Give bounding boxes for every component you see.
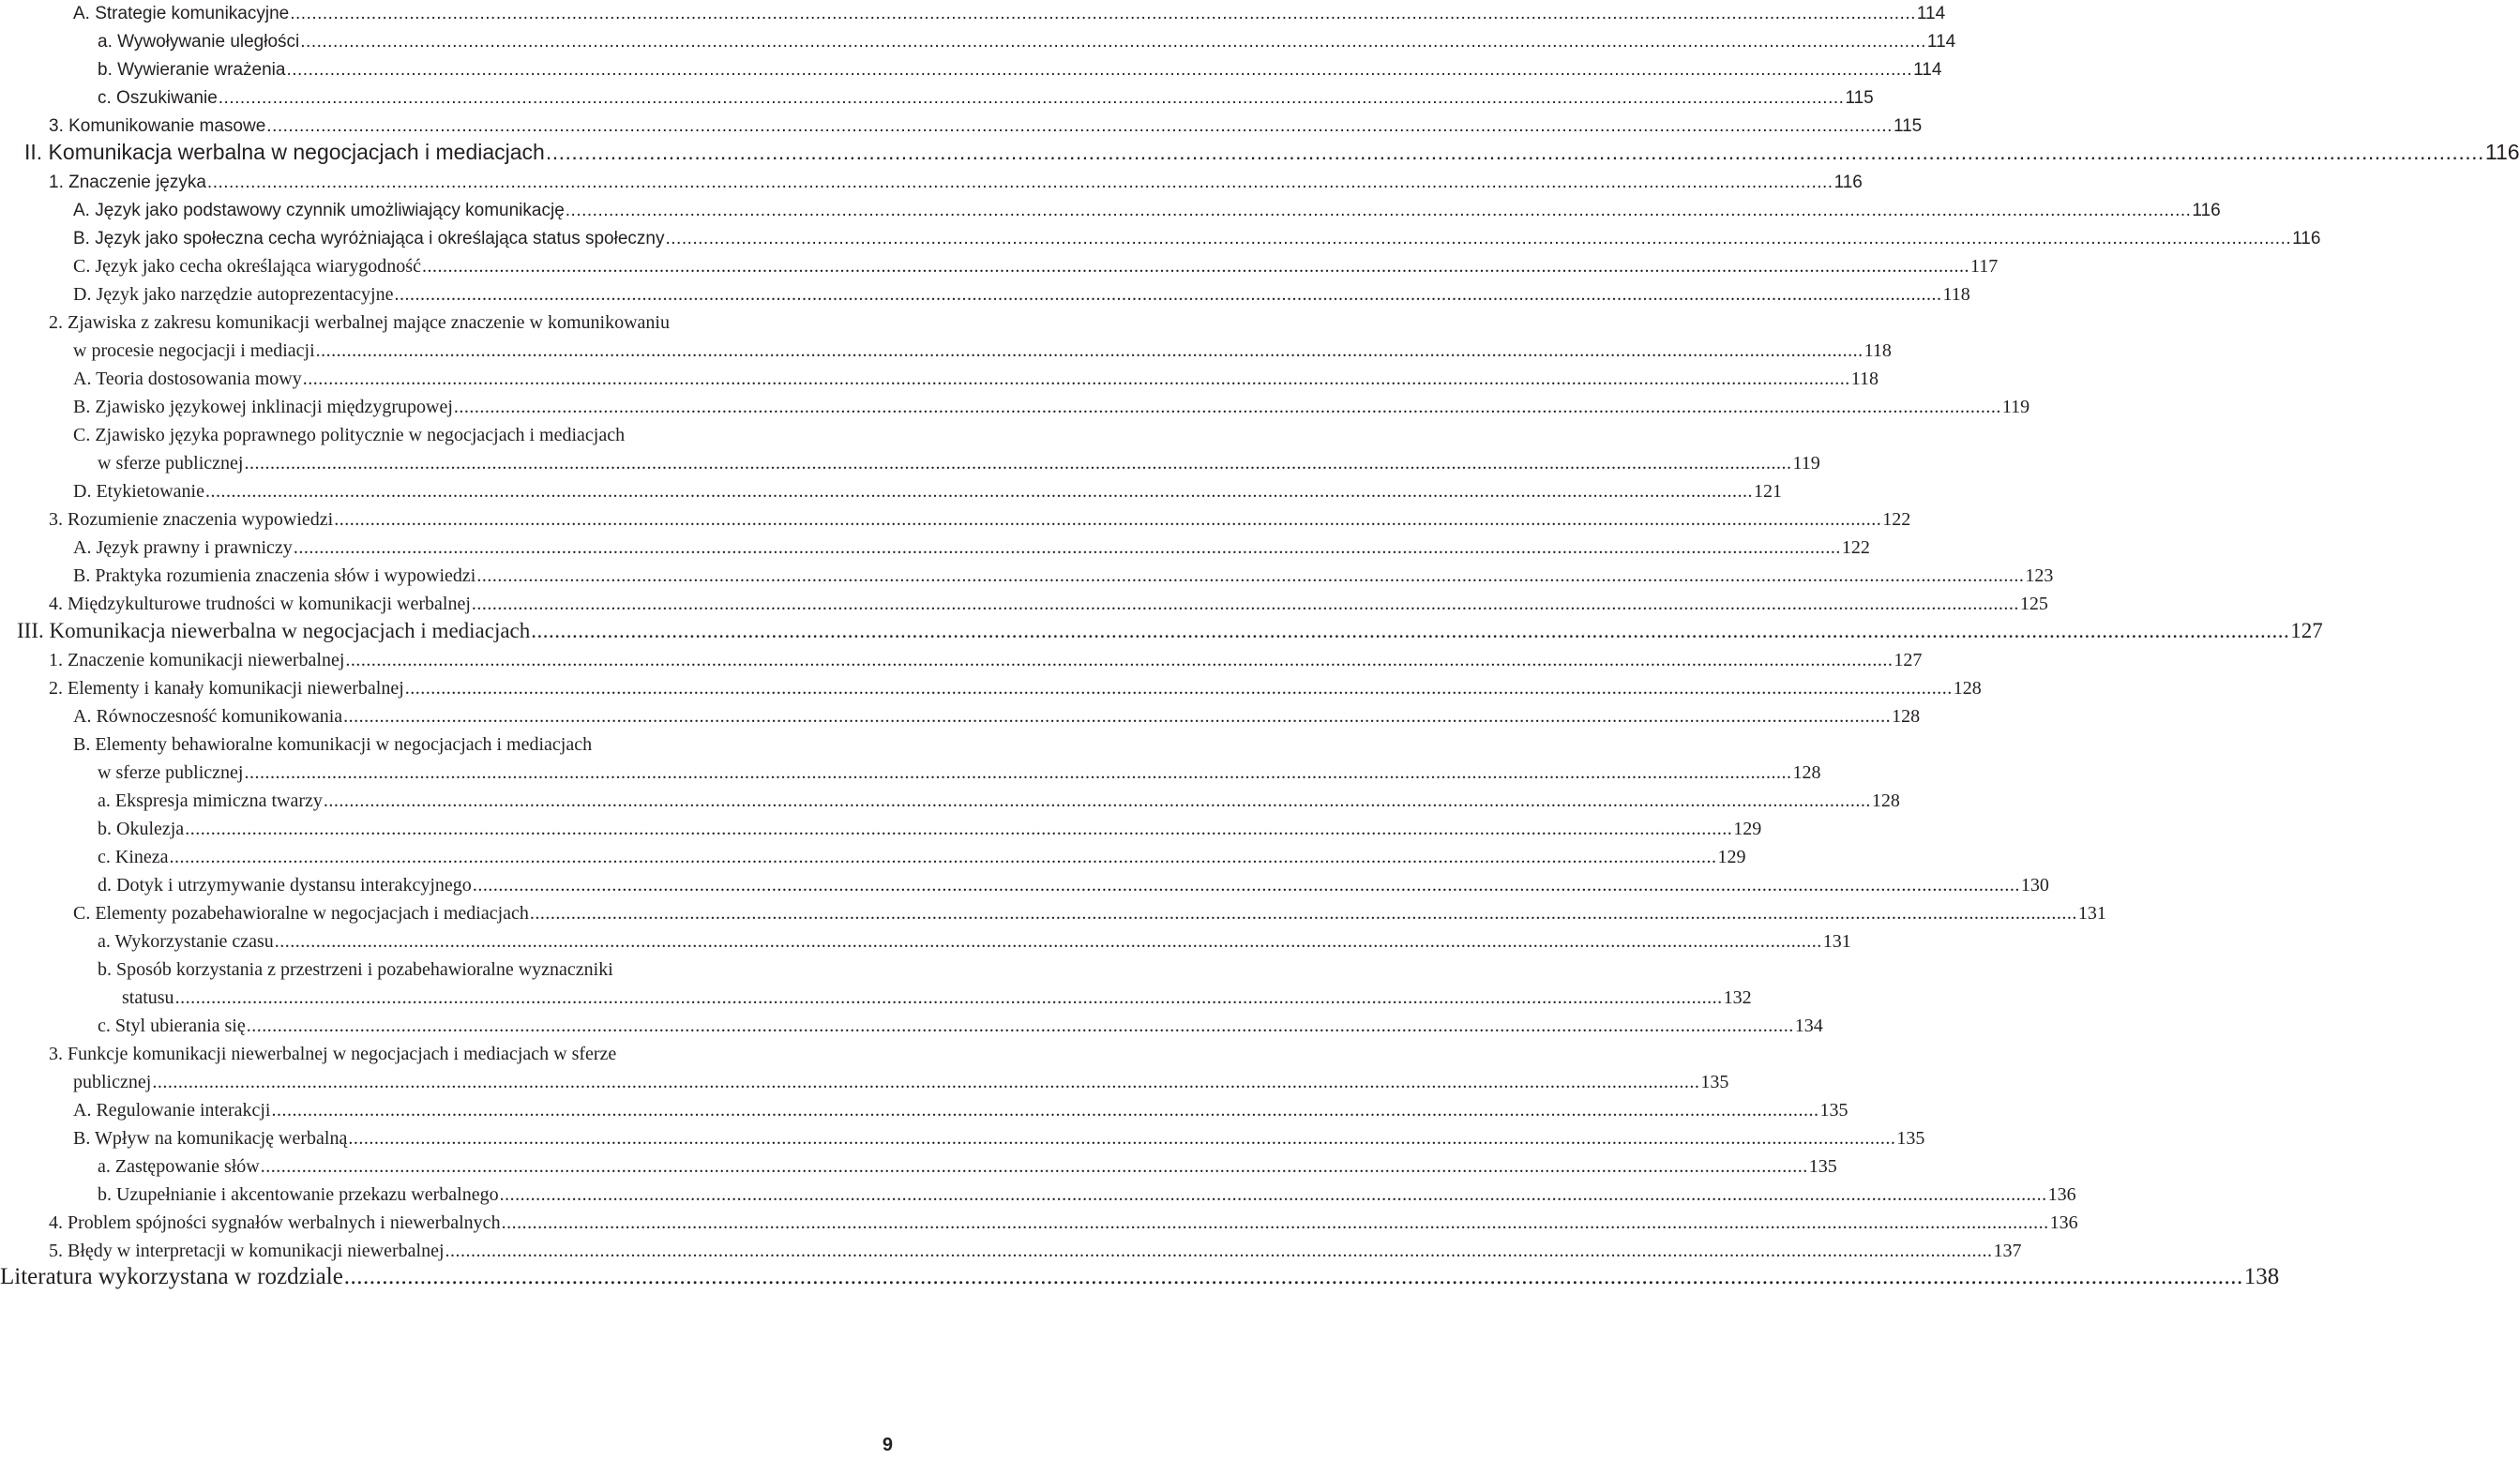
toc-entry: [0, 474, 1782, 503]
toc-entry-title: D. Etykietowanie: [73, 481, 204, 502]
toc-entry: [0, 559, 2054, 587]
dot-leader: ............................................................................................................................................................................................................................................................................................................: [204, 481, 1753, 502]
toc-page-number: 136: [2049, 1212, 2078, 1233]
dot-leader: ............................................................................................................................................................................................................................................................................................................: [260, 1156, 1808, 1177]
dot-leader: ............................................................................................................................................................................................................................................................................................................: [152, 1072, 1700, 1092]
toc-entry: [0, 812, 1762, 840]
dot-leader: ............................................................................................................................................................................................................................................................................................................: [218, 88, 1845, 108]
toc-page-number: 128: [1953, 678, 1982, 699]
toc-entry-title: c. Styl ubierania się: [98, 1016, 246, 1036]
toc-page-number: 118: [1942, 284, 1970, 305]
toc-entry-title: c. Kineza: [98, 847, 169, 867]
toc-page-number: 123: [2025, 565, 2054, 586]
toc-page-number: 122: [1841, 537, 1870, 558]
toc-page-number: 128: [1892, 706, 1921, 727]
toc-entry: [0, 109, 1923, 137]
toc-entry-title: 1. Znaczenie języka: [49, 173, 206, 192]
toc-page-number: 127: [2290, 619, 2323, 642]
toc-entry: [0, 1009, 1823, 1037]
dot-leader: ............................................................................................................................................................................................................................................................................................................: [246, 1016, 1794, 1036]
toc-page-number: 135: [1819, 1100, 1849, 1121]
toc-entry-title: A. Regulowanie interakcji: [73, 1100, 271, 1121]
toc-entry: [0, 1037, 1729, 1093]
toc-entry: [0, 81, 1874, 109]
toc-page-number: 118: [1850, 369, 1879, 389]
toc-entry: [0, 531, 1870, 559]
dot-leader: ............................................................................................................................................................................................................................................................................................................: [286, 60, 1913, 80]
toc-entry: [0, 587, 2048, 615]
toc-page-number: 136: [2047, 1184, 2076, 1205]
dot-leader: ............................................................................................................................................................................................................................................................................................................: [244, 762, 1792, 783]
toc-entry: [0, 1178, 2076, 1206]
toc-page-number: 135: [1700, 1072, 1729, 1092]
toc-entry-title: 2. Elementy i kanały komunikacji niewerbalnej: [49, 678, 404, 699]
toc-page-number: 132: [1723, 987, 1752, 1008]
toc-entry: [0, 1234, 2022, 1262]
toc-page-number: 116: [2292, 229, 2321, 248]
toc-entry: [0, 840, 1746, 868]
dot-leader: ............................................................................................................................................................................................................................................................................................................: [565, 201, 2192, 220]
toc-entry-title: a. Ekspresja mimiczna twarzy: [98, 790, 323, 811]
toc-entry-title: B. Wpływ na komunikację werbalną: [73, 1128, 348, 1149]
dot-leader: ............................................................................................................................................................................................................................................................................................................: [293, 537, 1841, 558]
dot-leader: ............................................................................................................................................................................................................................................................................................................: [343, 706, 1892, 727]
toc-entry-title: 4. Międzykulturowe trudności w komunikacji werbalnej: [49, 594, 471, 614]
toc-entry: [0, 249, 1999, 278]
toc-entry-title: A. Teoria dostosowania mowy: [73, 369, 302, 389]
toc-page-number: 137: [1993, 1241, 2022, 1261]
dot-leader: ............................................................................................................................................................................................................................................................................................................: [169, 847, 1717, 867]
toc-page-number: 130: [2020, 875, 2049, 896]
toc-entry: [0, 165, 1863, 193]
dot-leader: ............................................................................................................................................................................................................................................................................................................: [274, 931, 1822, 952]
dot-leader: ............................................................................................................................................................................................................................................................................................................: [545, 140, 2484, 164]
toc-entry: [0, 418, 1820, 474]
toc-entry: [0, 193, 2221, 221]
toc-page-number: 119: [2001, 397, 2030, 417]
toc-entry: [0, 0, 1946, 24]
dot-leader: ............................................................................................................................................................................................................................................................................................................: [531, 619, 2290, 642]
toc-entry-title: A. Równoczesność komunikowania: [73, 706, 343, 727]
toc-entry-title-continued: w sferze publicznej: [98, 453, 244, 474]
toc-entry: [0, 728, 1821, 784]
toc-entry-title: b. Okulezja: [98, 819, 185, 839]
toc-entry: [0, 643, 1923, 671]
dot-leader: ............................................................................................................................................................................................................................................................................................................: [185, 819, 1733, 839]
toc-entry: [0, 784, 1900, 812]
toc-entry: [0, 868, 2049, 896]
toc-entry: [0, 306, 1892, 362]
toc-page-number: 129: [1733, 819, 1762, 839]
dot-leader: ............................................................................................................................................................................................................................................................................................................: [394, 284, 1942, 305]
toc-entry: [0, 137, 2520, 165]
toc-entry: [0, 671, 1982, 700]
toc-page-number: 131: [2077, 903, 2106, 924]
toc-entry-title: B. Praktyka rozumienia znaczenia słów i wypowiedzi: [73, 565, 476, 586]
dot-leader: ............................................................................................................................................................................................................................................................................................................: [266, 116, 1893, 136]
toc-page-number: 121: [1753, 481, 1782, 502]
toc-page-number: 116: [1833, 173, 1863, 192]
toc-entry-title: 3. Rozumienie znaczenia wypowiedzi: [49, 509, 334, 530]
toc-entry-title: II. Komunikacja werbalna w negocjacjach i mediacjach: [24, 140, 545, 164]
toc-entry: [0, 362, 1879, 390]
toc-entry: [0, 1121, 1925, 1150]
toc-entry: [0, 896, 2106, 925]
toc-entry-title-continued: w procesie negocjacji i mediacji: [73, 340, 315, 361]
toc-page-number: 134: [1794, 1016, 1823, 1036]
dot-leader: ............................................................................................................................................................................................................................................................................................................: [271, 1100, 1819, 1121]
toc-page-number: 114: [1913, 60, 1942, 80]
toc-entry: [0, 925, 1851, 953]
toc-page-number: 118: [1864, 340, 1892, 361]
toc-page-number: 116: [2192, 201, 2221, 220]
toc-entry-title-continued: publicznej: [73, 1072, 152, 1092]
dot-leader: ............................................................................................................................................................................................................................................................................................................: [302, 369, 1850, 389]
toc-page-number: 116: [2484, 140, 2520, 164]
toc-entry: [0, 53, 1942, 81]
dot-leader: ............................................................................................................................................................................................................................................................................................................: [343, 1264, 2243, 1289]
toc-entry: [0, 615, 2323, 643]
toc-entry-title: B. Elementy behawioralne komunikacji w negocjacjach i mediacjach: [73, 734, 593, 755]
toc-entry-title: III. Komunikacja niewerbalna w negocjacjach i mediacjach: [17, 619, 531, 642]
toc-entry-title-continued: statusu: [122, 987, 174, 1008]
dot-leader: ............................................................................................................................................................................................................................................................................................................: [315, 340, 1864, 361]
dot-leader: ............................................................................................................................................................................................................................................................................................................: [174, 987, 1723, 1008]
toc-page-number: 117: [1969, 256, 1999, 277]
toc-page-number: 127: [1894, 650, 1923, 670]
dot-leader: ............................................................................................................................................................................................................................................................................................................: [345, 650, 1894, 670]
toc-entry: [0, 1150, 1837, 1178]
toc-entry-title: d. Dotyk i utrzymywanie dystansu interakcyjnego: [98, 875, 472, 896]
toc-entry-title: b. Sposób korzystania z przestrzeni i pozabehawioralne wyznaczniki: [98, 959, 613, 980]
dot-leader: ............................................................................................................................................................................................................................................................................................................: [471, 594, 2019, 614]
toc-entry-title: 1. Znaczenie komunikacji niewerbalnej: [49, 650, 345, 670]
toc-entry: [0, 278, 1970, 306]
toc-entry: [0, 221, 2321, 249]
dot-leader: ............................................................................................................................................................................................................................................................................................................: [206, 173, 1833, 192]
dot-leader: ............................................................................................................................................................................................................................................................................................................: [499, 1184, 2047, 1205]
toc-entry-title: A. Język prawny i prawniczy: [73, 537, 293, 558]
toc-page-number: 135: [1896, 1128, 1925, 1149]
toc-entry-title: C. Elementy pozabehawioralne w negocjacjach i mediacjach: [73, 903, 529, 924]
dot-leader: ............................................................................................................................................................................................................................................................................................................: [290, 4, 1916, 23]
dot-leader: ............................................................................................................................................................................................................................................................................................................: [323, 790, 1871, 811]
toc-entry-title: 5. Błędy w interpretacji w komunikacji niewerbalnej: [49, 1241, 445, 1261]
toc-entry-title: a. Zastępowanie słów: [98, 1156, 260, 1177]
dot-leader: ............................................................................................................................................................................................................................................................................................................: [300, 32, 1926, 52]
toc-entry: [0, 390, 2030, 418]
toc-entry-title: 2. Zjawiska z zakresu komunikacji werbalnej mające znaczenie w komunikowaniu: [49, 312, 670, 333]
toc-entry-title: C. Zjawisko języka poprawnego politycznie w negocjacjach i mediacjach: [73, 425, 626, 445]
toc-entry: [0, 24, 1956, 53]
dot-leader: ............................................................................................................................................................................................................................................................................................................: [348, 1128, 1896, 1149]
toc-page-number: 135: [1808, 1156, 1837, 1177]
toc-entry-title: 3. Komunikowanie masowe: [49, 116, 266, 136]
toc-entry-title: 3. Funkcje komunikacji niewerbalnej w negocjacjach i mediacjach w sferze: [49, 1044, 617, 1064]
toc-page-number: 119: [1792, 453, 1820, 474]
toc-entry: [0, 700, 1921, 728]
toc-page-number: 114: [1916, 4, 1946, 23]
dot-leader: ............................................................................................................................................................................................................................................................................................................: [244, 453, 1792, 474]
toc-entry-title: D. Język jako narzędzie autoprezentacyjne: [73, 284, 394, 305]
toc-entry: [0, 503, 1911, 531]
toc-entry: [0, 1262, 2280, 1290]
toc-page-number: 114: [1926, 32, 1956, 52]
toc-entry-title: A. Strategie komunikacyjne: [73, 4, 290, 23]
dot-leader: ............................................................................................................................................................................................................................................................................................................: [453, 397, 2001, 417]
toc-entry-title: b. Wywieranie wrażenia: [98, 60, 286, 80]
toc-page-number: 122: [1882, 509, 1911, 530]
toc-entry: [0, 1206, 2078, 1234]
toc-entry-title: 4. Problem spójności sygnałów werbalnych i niewerbalnych: [49, 1212, 501, 1233]
toc-entry-title: C. Język jako cecha określająca wiarygodność: [73, 256, 421, 277]
dot-leader: ............................................................................................................................................................................................................................................................................................................: [472, 875, 2020, 896]
dot-leader: ............................................................................................................................................................................................................................................................................................................: [501, 1212, 2049, 1233]
toc-page-number: 115: [1845, 88, 1874, 108]
toc-page-number: 129: [1717, 847, 1746, 867]
toc-page-number: 125: [2019, 594, 2048, 614]
toc-entry-title: B. Zjawisko językowej inklinacji międzygrupowej: [73, 397, 453, 417]
toc-entry: [0, 953, 1752, 1009]
toc-entry-title: B. Język jako społeczna cecha wyróżniająca i określająca status społeczny: [73, 229, 665, 248]
toc-entry-title-continued: w sferze publicznej: [98, 762, 244, 783]
dot-leader: ............................................................................................................................................................................................................................................................................................................: [665, 229, 2292, 248]
toc-page-number: 128: [1792, 762, 1821, 783]
toc-page-number: 128: [1871, 790, 1900, 811]
toc-entry: [0, 1093, 1849, 1121]
dot-leader: ............................................................................................................................................................................................................................................................................................................: [404, 678, 1953, 699]
dot-leader: ............................................................................................................................................................................................................................................................................................................: [421, 256, 1969, 277]
toc-entry-title: Literatura wykorzystana w rozdziale: [0, 1264, 343, 1289]
page-number: 9: [882, 1435, 893, 1455]
dot-leader: ............................................................................................................................................................................................................................................................................................................: [476, 565, 2025, 586]
dot-leader: ............................................................................................................................................................................................................................................................................................................: [529, 903, 2077, 924]
dot-leader: ............................................................................................................................................................................................................................................................................................................: [445, 1241, 1993, 1261]
toc-entry-title: A. Język jako podstawowy czynnik umożliwiający komunikację: [73, 201, 565, 220]
dot-leader: ............................................................................................................................................................................................................................................................................................................: [334, 509, 1882, 530]
toc-page-number: 131: [1822, 931, 1851, 952]
toc-page-number: 138: [2243, 1264, 2280, 1289]
toc-entry-title: a. Wykorzystanie czasu: [98, 931, 274, 952]
toc-page-number: 115: [1893, 116, 1923, 136]
toc-entry-title: c. Oszukiwanie: [98, 88, 218, 108]
toc-entry-title: a. Wywoływanie uległości: [98, 32, 300, 52]
toc-entry-title: b. Uzupełnianie i akcentowanie przekazu werbalnego: [98, 1184, 499, 1205]
